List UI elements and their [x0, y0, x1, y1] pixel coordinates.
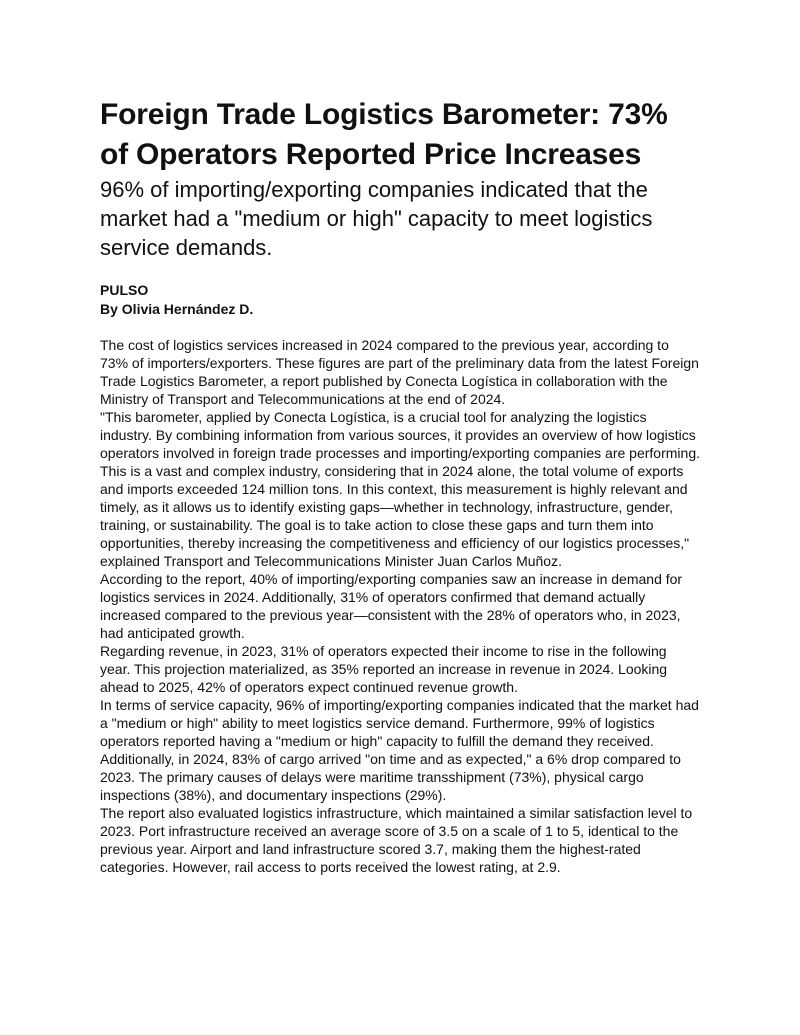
- subheadline: 96% of importing/exporting companies indicated that the market had a "medium or high" capacity to meet logistics service demands.: [100, 177, 653, 260]
- body-paragraph: In terms of service capacity, 96% of importing/exporting companies indicated that the market had a "medium or high" ability to meet logistics service demand. Furthermore, 99% of logistics operators reported having a "medium or high" capacity to fulfill the demand they received.: [100, 697, 699, 749]
- byline-block: [100, 281, 700, 319]
- body-paragraph: The report also evaluated logistics infrastructure, which maintained a similar satisfaction level to 2023. Port infrastructure received an average score of 3.5 on a scale of 1 to 5, identical to the previous year. Airport and land infrastructure scored 3.7, making them the highest-rated categories. However, rail access to ports received the lowest rating, at 2.9.: [100, 805, 693, 875]
- body-paragraph: According to the report, 40% of importing/exporting companies saw an increase in demand for logistics services in 2024. Additionally, 31% of operators confirmed that demand actually increased compared to the previous year—consistent with the 28% of operators who, in 2023, had anticipated growth.: [100, 571, 683, 641]
- body-paragraph: "This barometer, applied by Conecta Logística, is a crucial tool for analyzing the logistics industry. By combining information from various sources, it provides an overview of how logistics operators involved in foreign trade processes and importing/exporting companies are performing. This is a vast and complex industry, considering that in 2024 alone, the total volume of exports and imports exceeded 124 million tons. In this context, this measurement is highly relevant and timely, as it allows us to identify existing gaps—whether in technology, infrastructure, gender, training, or sustainability. The goal is to take action to close these gaps and turn them into opportunities, thereby increasing the competitiveness and efficiency of our logistics processes," explained Transport and Telecommunications Minister Juan Carlos Muñoz.: [100, 409, 700, 569]
- headline: Foreign Trade Logistics Barometer: 73% of Operators Reported Price Increases: [100, 98, 668, 171]
- article-page: [100, 95, 700, 876]
- author-byline: By Olivia Hernández D.: [100, 301, 254, 317]
- body-paragraph: Regarding revenue, in 2023, 31% of operators expected their income to rise in the following year. This projection materialized, as 35% reported an increase in revenue in 2024. Looking ahead to 2025, 42% of operators expect continued revenue growth.: [100, 643, 668, 695]
- publication-name: PULSO: [100, 282, 149, 298]
- body-paragraph: The cost of logistics services increased in 2024 compared to the previous year, according to 73% of importers/exporters. These figures are part of the preliminary data from the latest Foreign Trade Logistics Barometer, a report published by Conecta Logística in collaboration with the Ministry of Transport and Telecommunications at the end of 2024.: [100, 337, 699, 407]
- body-paragraph: Additionally, in 2024, 83% of cargo arrived "on time and as expected," a 6% drop compared to 2023. The primary causes of delays were maritime transshipment (73%), physical cargo inspections (38%), and documentary inspections (29%).: [100, 751, 681, 803]
- article-body: [100, 336, 700, 876]
